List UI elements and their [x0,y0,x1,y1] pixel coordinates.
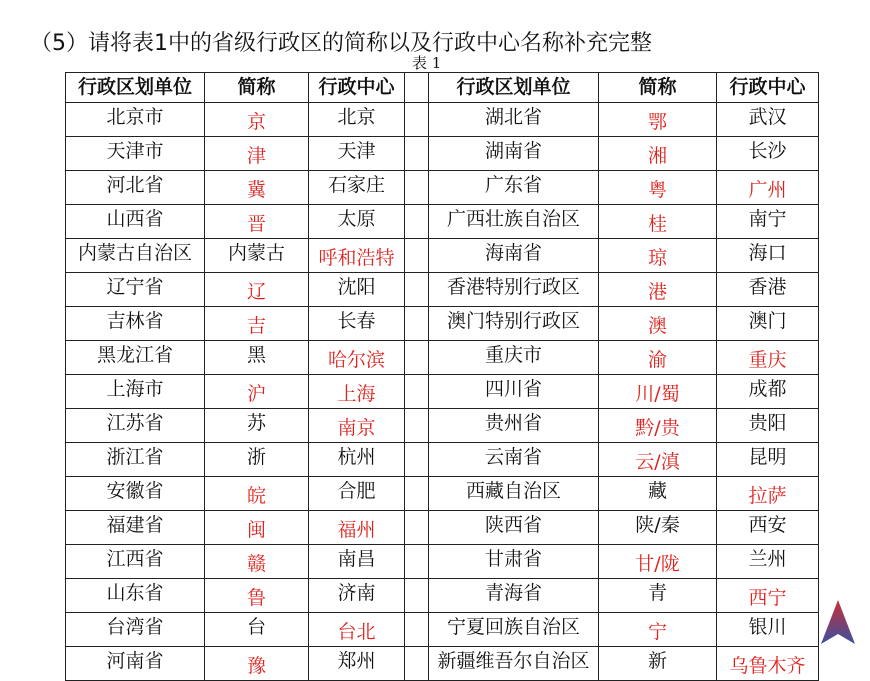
answer-text: 桂 [647,213,667,235]
unit-cell [429,477,599,511]
table-gap [405,307,429,341]
abbr-cell [205,103,309,137]
cell-text: 海南省 [484,242,542,264]
abbr-cell [205,477,309,511]
table-row [66,613,819,647]
header-cell: 简称 [205,73,309,103]
capital-cell [717,239,819,273]
table-row [66,477,819,511]
capital-cell [309,477,405,511]
cell-text: 天津 [337,140,376,162]
cell-text: 香港特别行政区 [446,276,580,298]
capital-cell [309,511,405,545]
cell-text: 四川省 [484,378,542,400]
unit-cell [66,579,205,613]
table-gap [405,137,429,171]
abbr-cell [205,341,309,375]
unit-cell [66,137,205,171]
answer-text: 西宁 [748,587,787,609]
capital-cell [309,307,405,341]
table-row [66,273,819,307]
cell-text: 青海省 [484,582,542,604]
unit-cell [429,545,599,579]
unit-cell [429,307,599,341]
answer-text: 澳 [647,315,667,337]
arrow-logo-icon [818,598,858,648]
cell-text: 郑州 [337,650,376,672]
unit-cell [429,511,599,545]
unit-cell [429,647,599,681]
header-cell: 行政中心 [717,73,819,103]
abbr-cell [599,545,717,579]
header-cell: 行政区划单位 [66,73,205,103]
cell-text: 海口 [748,242,787,264]
abbr-cell [599,205,717,239]
cell-text: 济南 [337,582,376,604]
cell-text: 澳门 [748,310,787,332]
cell-text: 台 [246,616,266,638]
answer-text: 皖 [246,485,266,507]
table-header-row [66,73,819,103]
cell-text: 南昌 [337,548,376,570]
unit-cell [429,103,599,137]
cell-text: 藏 [647,480,667,502]
unit-cell [429,375,599,409]
cell-text: 河南省 [106,650,164,672]
abbr-cell [599,375,717,409]
province-table [65,72,819,681]
answer-text: 黔/贵 [635,417,680,439]
cell-text: 石家庄 [327,174,385,196]
answer-text: 辽 [246,281,266,303]
answer-text: 渝 [647,349,667,371]
cell-text: 湖北省 [484,106,542,128]
cell-text: 山西省 [106,208,164,230]
answer-text: 南京 [337,417,376,439]
capital-cell [717,273,819,307]
abbr-cell [599,307,717,341]
abbr-cell [599,239,717,273]
table-gap [405,409,429,443]
table-row [66,579,819,613]
capital-cell [309,341,405,375]
unit-cell [66,239,205,273]
capital-cell [309,409,405,443]
unit-cell [429,613,599,647]
abbr-cell [599,171,717,205]
table-row [66,341,819,375]
cell-text: 广西壮族自治区 [446,208,580,230]
table-row [66,443,819,477]
unit-cell [66,545,205,579]
abbr-cell [599,103,717,137]
capital-cell [717,375,819,409]
answer-text: 闽 [246,519,266,541]
unit-cell [429,273,599,307]
capital-cell [309,647,405,681]
unit-cell [66,341,205,375]
unit-cell [66,477,205,511]
cell-text: 合肥 [337,480,376,502]
answer-text: 鲁 [246,587,266,609]
cell-text: 南宁 [748,208,787,230]
answer-text: 重庆 [748,349,787,371]
cell-text: 贵阳 [748,412,787,434]
capital-cell [717,647,819,681]
table-gap [405,477,429,511]
answer-text: 晋 [246,213,266,235]
abbr-cell [205,647,309,681]
abbr-cell [205,137,309,171]
table-gap [405,171,429,205]
question-title: （5）请将表1中的省级行政区的简称以及行政中心名称补充完整 [30,31,652,56]
cell-text: 银川 [748,616,787,638]
table-gap [405,205,429,239]
table-row [66,239,819,273]
capital-cell [309,103,405,137]
abbr-cell [205,205,309,239]
capital-cell [717,205,819,239]
cell-text: 西安 [748,514,787,536]
cell-text: 澳门特别行政区 [446,310,580,332]
unit-cell [66,511,205,545]
answer-text: 京 [246,111,266,133]
table-gap [405,73,429,103]
unit-cell [429,409,599,443]
cell-text: 内蒙古 [227,242,285,264]
table-gap [405,341,429,375]
abbr-cell [205,511,309,545]
unit-cell [429,239,599,273]
cell-text: 陕/秦 [635,514,680,536]
capital-cell [309,375,405,409]
unit-cell [66,307,205,341]
table-row [66,375,819,409]
abbr-cell [205,171,309,205]
header-cell: 行政中心 [309,73,405,103]
cell-text: 浙江省 [106,446,164,468]
answer-text: 呼和浩特 [318,247,395,269]
answer-text: 福州 [337,519,376,541]
unit-cell [66,409,205,443]
unit-cell [66,443,205,477]
capital-cell [717,613,819,647]
cell-text: 江西省 [106,548,164,570]
unit-cell [66,647,205,681]
cell-text: 辽宁省 [106,276,164,298]
cell-text: 成都 [748,378,787,400]
cell-text: 内蒙古自治区 [77,242,192,264]
abbr-cell [599,477,717,511]
cell-text: 沈阳 [337,276,376,298]
cell-text: 青 [647,582,667,604]
table-row [66,103,819,137]
cell-text: 西藏自治区 [465,480,561,502]
abbr-cell [599,409,717,443]
answer-text: 港 [647,281,667,303]
table-gap [405,613,429,647]
table-row [66,545,819,579]
cell-text: 陕西省 [484,514,542,536]
unit-cell [66,103,205,137]
abbr-cell [599,613,717,647]
cell-text: 新疆维吾尔自治区 [437,650,590,672]
capital-cell [717,341,819,375]
cell-text: 上海市 [106,378,164,400]
answer-text: 乌鲁木齐 [729,655,806,677]
answer-text: 云/滇 [635,451,680,473]
cell-text: 北京 [337,106,376,128]
capital-cell [309,239,405,273]
table-gap [405,273,429,307]
capital-cell [717,579,819,613]
unit-cell [66,613,205,647]
table-caption: 表 1 [412,54,442,72]
abbr-cell [599,341,717,375]
table-row [66,647,819,681]
unit-cell [429,171,599,205]
answer-text: 津 [246,145,266,167]
answer-text: 赣 [246,553,266,575]
abbr-cell [205,545,309,579]
cell-text: 云南省 [484,446,542,468]
capital-cell [717,511,819,545]
unit-cell [429,443,599,477]
cell-text: 长沙 [748,140,787,162]
unit-cell [66,375,205,409]
capital-cell [309,443,405,477]
capital-cell [309,137,405,171]
cell-text: 黑 [246,344,266,366]
abbr-cell [205,239,309,273]
table-gap [405,443,429,477]
unit-cell [66,205,205,239]
cell-text: 苏 [246,412,266,434]
abbr-cell [205,579,309,613]
cell-text: 浙 [246,446,266,468]
abbr-cell [599,511,717,545]
capital-cell [717,137,819,171]
abbr-cell [599,579,717,613]
table-gap [405,579,429,613]
table-row [66,409,819,443]
capital-cell [717,171,819,205]
table-row [66,137,819,171]
capital-cell [717,477,819,511]
answer-text: 台北 [337,621,376,643]
answer-text: 广州 [748,179,787,201]
answer-text: 宁 [647,621,667,643]
abbr-cell [205,443,309,477]
answer-text: 琼 [647,247,667,269]
table-row [66,171,819,205]
answer-text: 川/蜀 [635,383,680,405]
abbr-cell [599,443,717,477]
answer-text: 哈尔滨 [327,349,385,371]
answer-text: 豫 [246,655,266,677]
unit-cell [66,171,205,205]
cell-text: 宁夏回族自治区 [446,616,580,638]
table-row [66,205,819,239]
cell-text: 河北省 [106,174,164,196]
abbr-cell [205,409,309,443]
cell-text: 安徽省 [106,480,164,502]
answer-text: 吉 [246,315,266,337]
cell-text: 山东省 [106,582,164,604]
table-gap [405,511,429,545]
capital-cell [309,171,405,205]
cell-text: 广东省 [484,174,542,196]
header-cell: 行政区划单位 [429,73,599,103]
capital-cell [717,443,819,477]
capital-cell [309,613,405,647]
cell-text: 新 [647,650,667,672]
abbr-cell [205,307,309,341]
unit-cell [66,273,205,307]
cell-text: 黑龙江省 [96,344,173,366]
cell-text: 长春 [337,310,376,332]
capital-cell [309,273,405,307]
cell-text: 江苏省 [106,412,164,434]
header-cell: 简称 [599,73,717,103]
abbr-cell [205,613,309,647]
capital-cell [717,545,819,579]
abbr-cell [599,273,717,307]
cell-text: 重庆市 [484,344,542,366]
cell-text: 吉林省 [106,310,164,332]
cell-text: 北京市 [106,106,164,128]
answer-text: 粤 [647,179,667,201]
unit-cell [429,137,599,171]
answer-text: 拉萨 [748,485,787,507]
cell-text: 昆明 [748,446,787,468]
table-gap [405,103,429,137]
unit-cell [429,579,599,613]
cell-text: 香港 [748,276,787,298]
answer-text: 湘 [647,145,667,167]
answer-text: 甘/陇 [635,553,680,575]
abbr-cell [599,137,717,171]
table-row [66,307,819,341]
answer-text: 上海 [337,383,376,405]
answer-text: 沪 [246,383,266,405]
capital-cell [717,307,819,341]
unit-cell [429,205,599,239]
cell-text: 湖南省 [484,140,542,162]
cell-text: 天津市 [106,140,164,162]
cell-text: 太原 [337,208,376,230]
cell-text: 武汉 [748,106,787,128]
capital-cell [309,545,405,579]
cell-text: 福建省 [106,514,164,536]
answer-text: 鄂 [647,111,667,133]
abbr-cell [205,273,309,307]
table-row [66,511,819,545]
cell-text: 贵州省 [484,412,542,434]
cell-text: 兰州 [748,548,787,570]
capital-cell [717,409,819,443]
abbr-cell [205,375,309,409]
table-gap [405,545,429,579]
cell-text: 杭州 [337,446,376,468]
abbr-cell [599,647,717,681]
capital-cell [309,205,405,239]
cell-text: 甘肃省 [484,548,542,570]
unit-cell [429,341,599,375]
table-gap [405,647,429,681]
table-gap [405,375,429,409]
table-body [66,103,819,681]
capital-cell [717,103,819,137]
capital-cell [309,579,405,613]
cell-text: 台湾省 [106,616,164,638]
answer-text: 冀 [246,179,266,201]
table-gap [405,239,429,273]
